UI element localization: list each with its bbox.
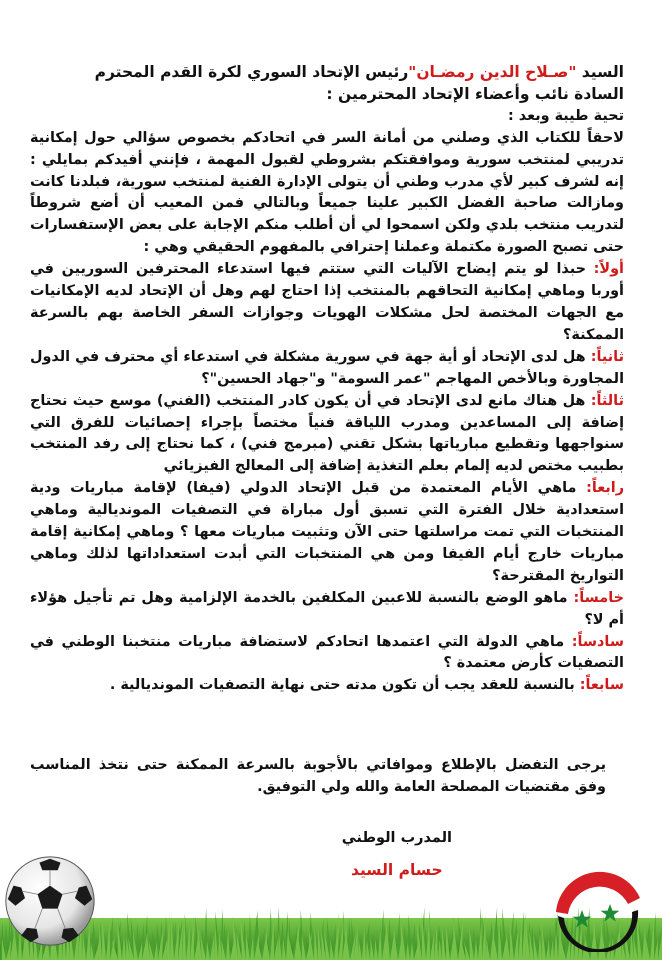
item-text: حبذا لو يتم إيضاح الآليات التي ستتم فيها استدعاء المحترفين السوريين في أوربا وماهي إمكانية التحاقهم بالمنتخب إذا احتاج لهم وهل أن الإتحاد لديه الإمكانيات مع الجهات المختصة لحل مشكلات الهويات وجوازات السفر الخاصة بهم بالسرعة الممكنة؟: [30, 261, 624, 343]
signature-name: حسام السيد: [351, 861, 443, 879]
list-item: [30, 478, 624, 588]
greeting: تحية طيبة وبعد :: [508, 107, 624, 124]
addressee-title: رئيس الإتحاد السوري لكرة القدم المحترم: [94, 63, 409, 81]
syrian-flag-emblem-icon: [548, 852, 648, 952]
item-text: ماهي الأيام المعتمدة من قبل الإتحاد الدولي (فيفا) لإقامة مباريات ودية استعدادية خلال الفترة التي تسبق أول مباراة في التصفيات المونديالية وماهي المنتخبات التي تمت مراسلتها حتى الآن وتثبيت مباريات معها ؟ وماهي إمكانية إقامة مباريات خارج أيام الفيفا ومن هي المنتخبات التي أبدت استعداداتها لذلك وماهي التواريخ المقترحة؟: [30, 480, 624, 584]
letter-body: [30, 62, 624, 799]
list-item: [30, 632, 624, 676]
signature-block: [342, 822, 452, 886]
spacer: [30, 697, 624, 755]
item-label: سابعاً:: [579, 677, 624, 694]
item-label: سادساً:: [571, 633, 624, 650]
list-item: [30, 391, 624, 479]
item-text: ماهي الدولة التي اعتمدها اتحادكم لاستضافة مباريات منتخبنا الوطني في التصفيات كأرض معتمدة ؟: [30, 633, 624, 672]
item-text: ماهو الوضع بالنسبة للاعبين المكلفين بالخدمة الإلزامية وهل تم تأجيل هؤلاء أم لا؟: [30, 589, 624, 628]
item-label: ثانياً:: [590, 348, 624, 365]
salutation-prefix: السيد: [576, 63, 624, 81]
list-item: [30, 675, 624, 697]
intro-paragraph: لاحقاً للكتاب الذي وصلني من أمانة السر في اتحادكم بخصوص سؤالي حول إمكانية تدريبي لمنتخب سورية وموافقتكم بشروطي لقبول المهمة ، فإنني أفيدكم بمايلي : إنه لشرف كبير لأي مدرب وطني أن يتولى الإدارة الفنية لمنتخب سورية، فبلدنا كانت ومازالت صاحبة الفضل الكبير علينا جميعاً وبالتالي فمن المعيب أن أضع شروطاً لتدريب منتخب بلدي ولكن اسمحوا لي أن أطلب منكم الإجابة على بعض الإستفسارات حتى تصبح الصورة مكتملة وعملنا إحترافي بالمفهوم الحقيقي وهي :: [30, 129, 624, 256]
item-text: بالنسبة للعقد يجب أن تكون مدته حتى نهاية التصفيات المونديالية .: [109, 677, 580, 694]
item-text: هل لدى الإتحاد أو أية جهة في سورية مشكلة في استدعاء أي محترف في الدول المجاورة وبالأخص المهاجم "عمر السومة" و"جهاد الحسين"؟: [30, 348, 624, 387]
list-item: [30, 259, 624, 347]
item-label: ثالثاً:: [590, 392, 624, 409]
item-label: أولاً:: [593, 261, 624, 278]
signature-title: المدرب الوطني: [341, 830, 452, 846]
addressee-name: "صـلاح الدين رمضـان": [408, 63, 577, 81]
closing-paragraph: يرجى التفضل بالإطلاع وموافاتي بالأجوبة بالسرعة الممكنة حتى نتخذ المناسب وفق مقتضيات المصلحة العامة والله ولي التوفيق.: [30, 757, 606, 796]
item-label: خامساً:: [573, 589, 624, 606]
soccer-ball-icon: [2, 853, 98, 949]
list-item: [30, 588, 624, 632]
list-item: [30, 347, 624, 391]
item-text: هل هناك مانع لدى الإتحاد في أن يكون كادر المنتخب (الفني) موسع حيث نحتاج إضافة إلى المساعدين ومدرب اللياقة فنياً مختصاً بإجراء إحصائيات للفرق التي سنواجهها وتقطيع مبارياتها بشكل تقني (مبرمج فني) ، كما نحتاج إلى رفد المنتخب بطبيب مختص لديه إلمام بعلم التغذية إضافة إلى المعالج الفيزيائي: [30, 392, 624, 475]
item-label: رابعاً:: [586, 480, 624, 497]
salutation-line: [30, 62, 624, 84]
addressees-line: السادة نائب وأعضاء الإتحاد المحترمين :: [326, 84, 624, 103]
